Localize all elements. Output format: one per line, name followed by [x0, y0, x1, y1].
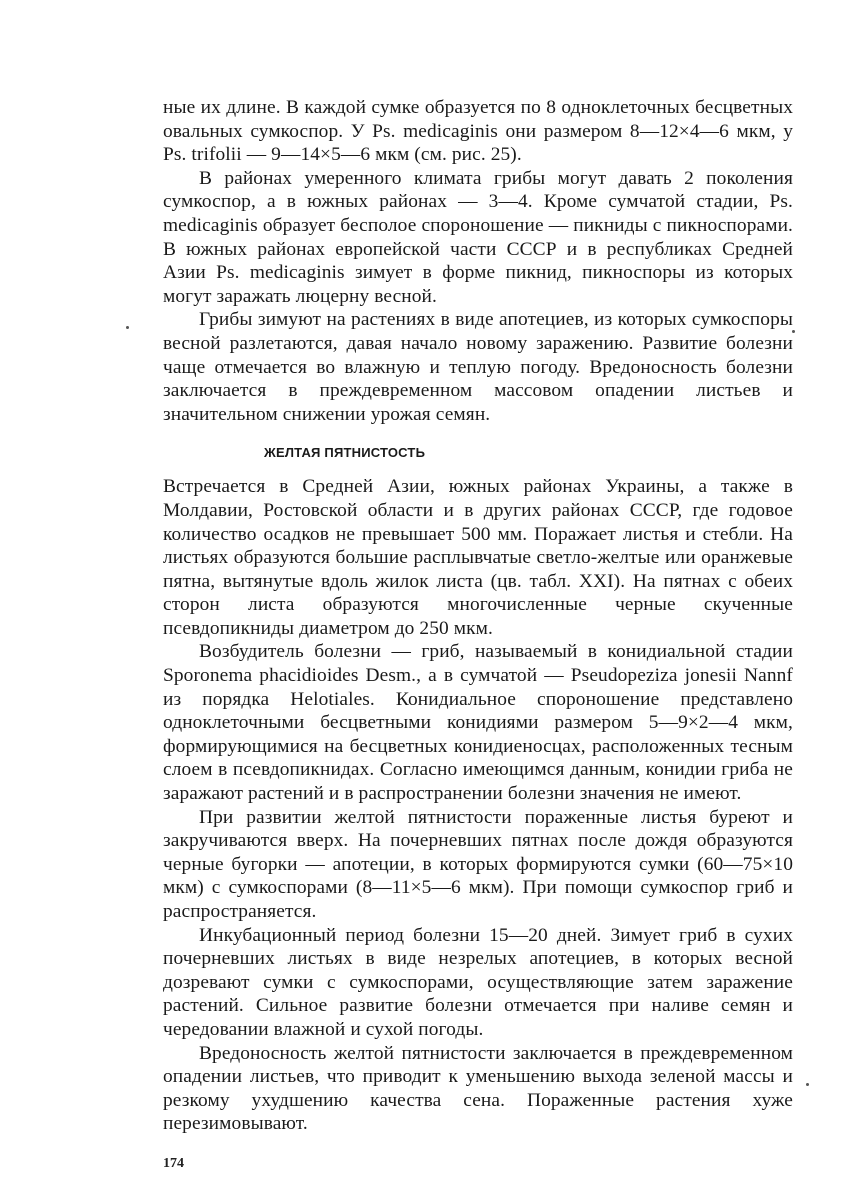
body-text: [163, 96, 793, 1136]
section-heading: ЖЕЛТАЯ ПЯТНИСТОСТЬ: [264, 445, 426, 461]
scan-speck: [792, 330, 795, 333]
paragraph-generations: В районах умеренного климата грибы могут давать 2 поколения сумкоспор, а в южных районах — 3—4. Кроме сумчатой стадии, Ps. medicaginis образует бесполое спороношение — пикниды с пикноспорами. В южных районах европейской части СССР и в республиках Средней Азии Ps. medicaginis зимует в форме пикнид, пикноспоры из которых могут заражать люцерну весной.: [163, 167, 793, 307]
paragraph-continuation: ные их длине. В каждой сумке образуется по 8 одноклеточных бесцветных овальных сумкоспор. У Ps. medicaginis они размером 8—12×4—6 мкм, у Ps. trifolii — 9—14×5—6 мкм (см. рис. 25).: [163, 97, 793, 166]
scan-speck: [126, 326, 129, 329]
paragraph-occurrence: Встречается в Средней Азии, южных районах Украины, а также в Молдавии, Ростовской области и в других районах СССР, где годовое количество осадков не превышает 500 мм. Поражает листья и стебли. На листьях образуются большие расплывчатые светло-желтые или оранжевые пятна, вытянутые вдоль жилок листа (цв. табл. XXI). На пятнах с обеих сторон листа образуются многочисленные черные скученные псевдопикниды диаметром до 250 мкм.: [163, 476, 793, 639]
paragraph-wintering: Грибы зимуют на растениях в виде апотециев, из которых сумкоспоры весной разлетаются, давая начало новому заражению. Развитие болезни чаще отмечается во влажную и теплую погоду. Вредоносность болезни заключается в преждевременном массовом опадении листьев и значительном снижении урожая семян.: [163, 309, 793, 425]
paragraph-development: При развитии желтой пятнистости пораженные листья буреют и закручиваются вверх. На почерневших пятнах после дождя образуются черные бугорки — апотеции, в которых формируются сумки (60—75×10 мкм) с сумкоспорами (8—11×5—6 мкм). При помощи сумкоспор гриб и распространяется.: [163, 806, 793, 922]
page-number: 174: [163, 1156, 184, 1171]
paragraph-harm: Вредоносность желтой пятнистости заключается в преждевременном опадении листьев, что приводит к уменьшению выхода зеленой массы и резкому ухудшению качества сена. Пораженные растения хуже перезимовывают.: [163, 1042, 793, 1135]
paragraph-pathogen: Возбудитель болезни — гриб, называемый в конидиальной стадии Sporonema phacidioides Desm., а в сумчатой — Pseudopeziza jonesii Nannf из порядка Helotiales. Конидиальное спороношение представлено одноклеточными бесцветными конидиями размером 5—9×2—4 мкм, формирующимися на бесцветных конидиеносцах, расположенных тесным слоем в псевдопикнидах. Согласно имеющимся данным, конидии гриба не заражают растений и в распространении болезни значения не имеют.: [163, 641, 793, 805]
paragraph-incubation: Инкубационный период болезни 15—20 дней. Зимует гриб в сухих почерневших листьях в виде незрелых апотециев, в которых весной дозревают сумки с сумкоспорами, осуществляющие затем заражение растений. Сильное развитие болезни отмечается при наливе семян и чередовании влажной и сухой погоды.: [163, 924, 793, 1040]
scan-speck: [806, 1083, 809, 1086]
